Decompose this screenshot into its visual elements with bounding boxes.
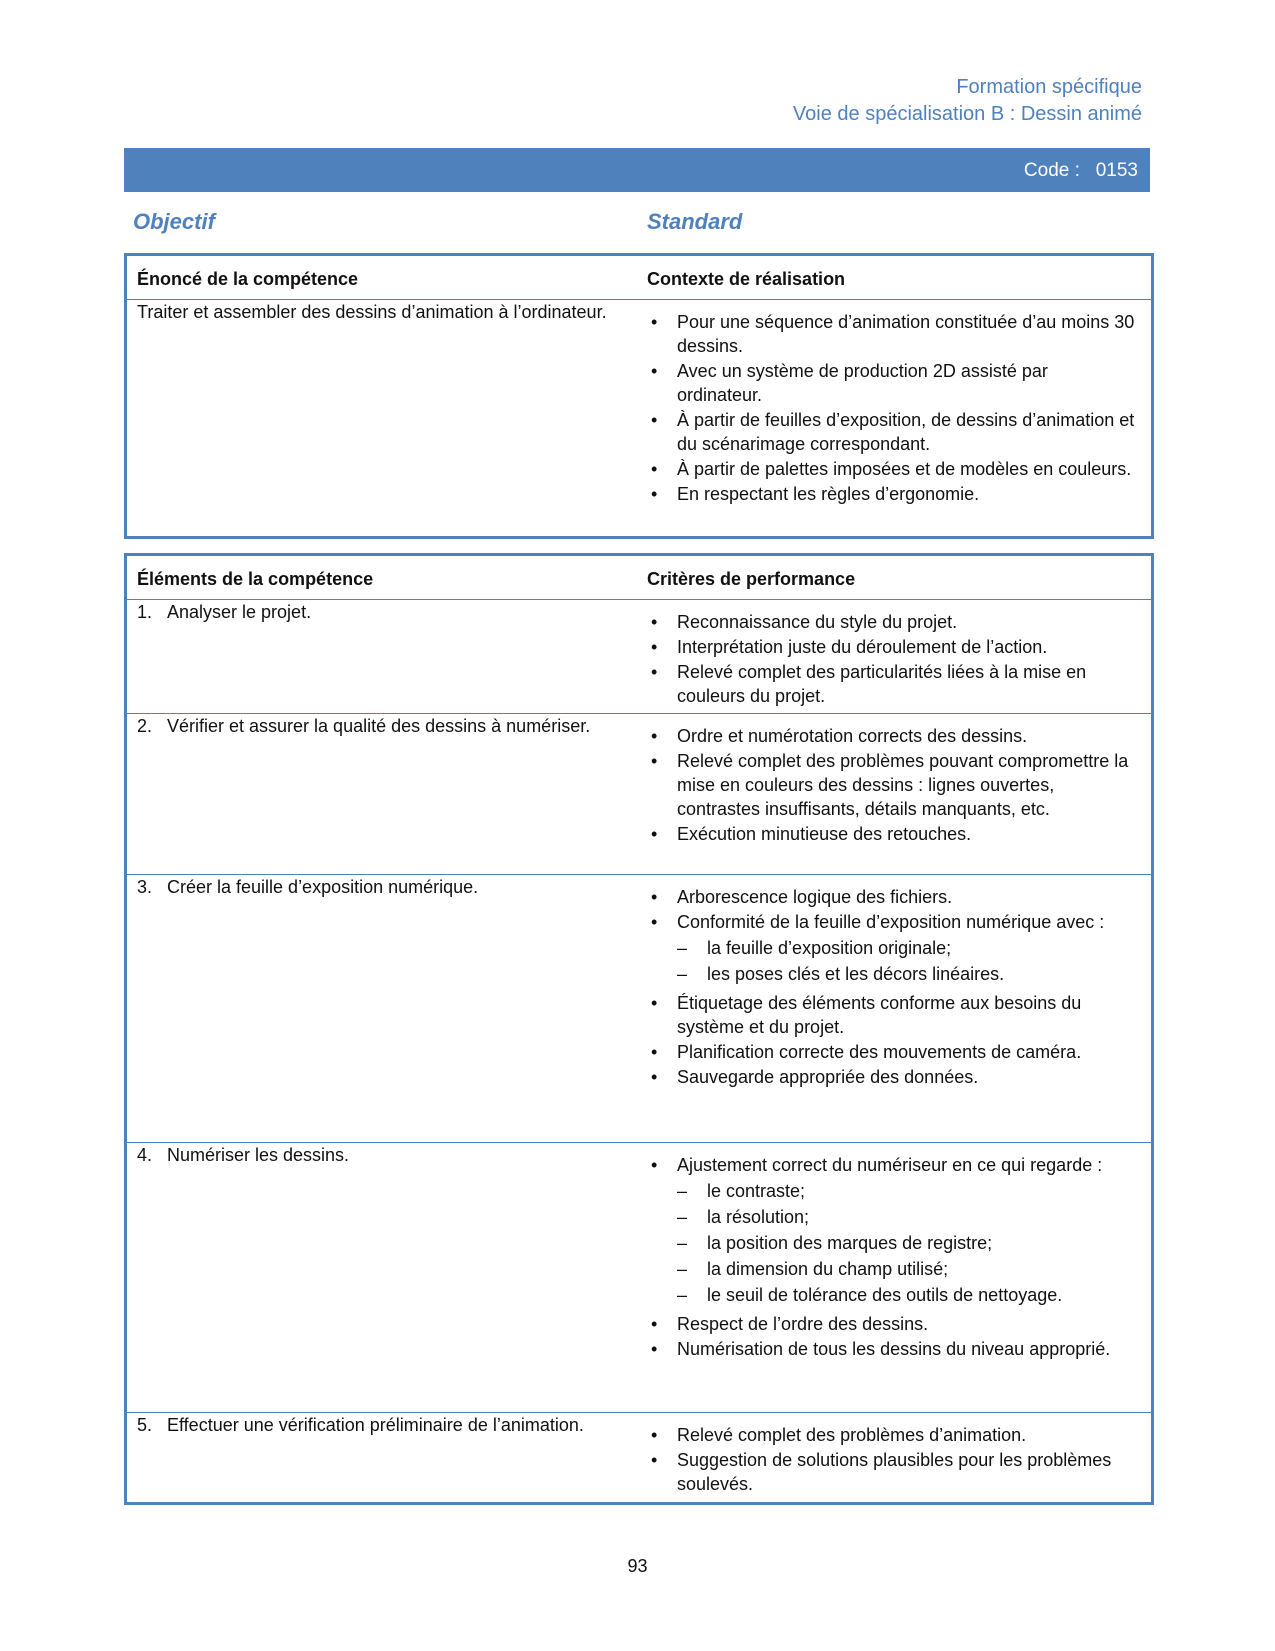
elements-header: Éléments de la compétence <box>137 569 374 589</box>
sub-item: – la résolution; <box>677 1205 1135 1230</box>
criteria-header: Critères de performance <box>647 569 856 589</box>
criteria-text: Ajustement correct du numériseur en ce qui regarde : <box>677 1155 1103 1175</box>
list-item: • Planification correcte des mouvements de caméra. <box>647 1040 1135 1064</box>
list-item: • Interprétation juste du déroulement de l’action. <box>647 635 1135 659</box>
table-header-row <box>127 556 1151 600</box>
sub-item: – la dimension du champ utilisé; <box>677 1257 1135 1282</box>
list-item: • Relevé complet des problèmes pouvant compromettre la mise en couleurs des dessins : lignes ouvertes, contrastes insuffisants, détails manquants, etc. <box>647 749 1135 821</box>
element-text: Créer la feuille d’exposition numérique. <box>167 877 479 897</box>
table-row <box>127 1413 1151 1503</box>
page-number: 93 <box>627 1556 648 1576</box>
criteria-text: Conformité de la feuille d’exposition numérique avec : <box>677 912 1105 932</box>
statement-header: Énoncé de la compétence <box>137 269 359 289</box>
list-item: • Ordre et numérotation corrects des dessins. <box>647 724 1135 748</box>
element-cell <box>137 1143 617 1167</box>
element-cell <box>137 600 617 624</box>
element-number: 5. <box>137 1415 153 1435</box>
element-cell <box>137 714 617 738</box>
sub-item: – les poses clés et les décors linéaires. <box>677 962 1135 987</box>
elements-criteria-table <box>124 553 1154 1505</box>
table-header-row <box>127 256 1151 300</box>
list-item: • Relevé complet des particularités liées à la mise en couleurs du projet. <box>647 660 1135 708</box>
sub-item: – la feuille d’exposition originale; <box>677 936 1135 961</box>
table-row <box>127 1143 1151 1413</box>
sub-item: – le contraste; <box>677 1179 1135 1204</box>
competence-statement-table <box>124 253 1154 539</box>
criteria-list <box>647 1153 1135 1361</box>
element-number: 2. <box>137 716 153 736</box>
element-text: Analyser le projet. <box>167 602 312 622</box>
element-number: 4. <box>137 1145 153 1165</box>
list-item: • Respect de l’ordre des dessins. <box>647 1312 1135 1336</box>
header-program: Formation spécifique <box>956 76 1142 98</box>
sub-list <box>677 936 1135 987</box>
list-item: • Reconnaissance du style du projet. <box>647 610 1135 634</box>
list-item: • Pour une séquence d’animation constituée d’au moins 30 dessins. <box>647 310 1135 358</box>
criteria-list <box>647 1423 1135 1496</box>
standard-heading: Standard <box>647 209 743 234</box>
table-row <box>127 600 1151 714</box>
objectif-heading: Objectif <box>133 209 215 234</box>
element-number: 1. <box>137 602 153 622</box>
element-text: Vérifier et assurer la qualité des dessins à numériser. <box>167 716 591 736</box>
context-list <box>647 310 1135 506</box>
list-item: • Exécution minutieuse des retouches. <box>647 822 1135 846</box>
sub-item: – la position des marques de registre; <box>677 1231 1135 1256</box>
criteria-list <box>647 885 1135 1089</box>
context-header: Contexte de réalisation <box>647 269 846 289</box>
element-cell <box>137 1413 617 1437</box>
table-row <box>127 875 1151 1143</box>
sub-list <box>677 1179 1135 1308</box>
list-item <box>647 1153 1135 1308</box>
list-item: • Sauvegarde appropriée des données. <box>647 1065 1135 1089</box>
list-item: • Avec un système de production 2D assisté par ordinateur. <box>647 359 1135 407</box>
criteria-list <box>647 724 1135 846</box>
sub-item: – le seuil de tolérance des outils de nettoyage. <box>677 1283 1135 1308</box>
list-item: • À partir de palettes imposées et de modèles en couleurs. <box>647 457 1135 481</box>
list-item: • À partir de feuilles d’exposition, de dessins d’animation et du scénarimage correspondant. <box>647 408 1135 456</box>
list-item: • Étiquetage des éléments conforme aux besoins du système et du projet. <box>647 991 1135 1039</box>
element-number: 3. <box>137 877 153 897</box>
list-item: • En respectant les règles d’ergonomie. <box>647 482 1135 506</box>
list-item: • Suggestion de solutions plausibles pour les problèmes soulevés. <box>647 1448 1135 1496</box>
competency-code: Code : 0153 <box>1023 160 1138 181</box>
list-item: • Arborescence logique des fichiers. <box>647 885 1135 909</box>
list-item: • Relevé complet des problèmes d’animation. <box>647 1423 1135 1447</box>
element-text: Numériser les dessins. <box>167 1145 350 1165</box>
competence-statement: Traiter et assembler des dessins d’animation à l’ordinateur. <box>137 302 607 322</box>
header-specialization: Voie de spécialisation B : Dessin animé <box>792 103 1142 125</box>
code-bar <box>124 148 1150 192</box>
list-item: • Numérisation de tous les dessins du niveau approprié. <box>647 1337 1135 1361</box>
list-item <box>647 910 1135 987</box>
element-cell <box>137 875 617 899</box>
statement-row <box>127 300 1151 506</box>
table-row <box>127 714 1151 875</box>
element-text: Effectuer une vérification préliminaire de l’animation. <box>167 1415 584 1435</box>
criteria-list <box>647 610 1135 708</box>
